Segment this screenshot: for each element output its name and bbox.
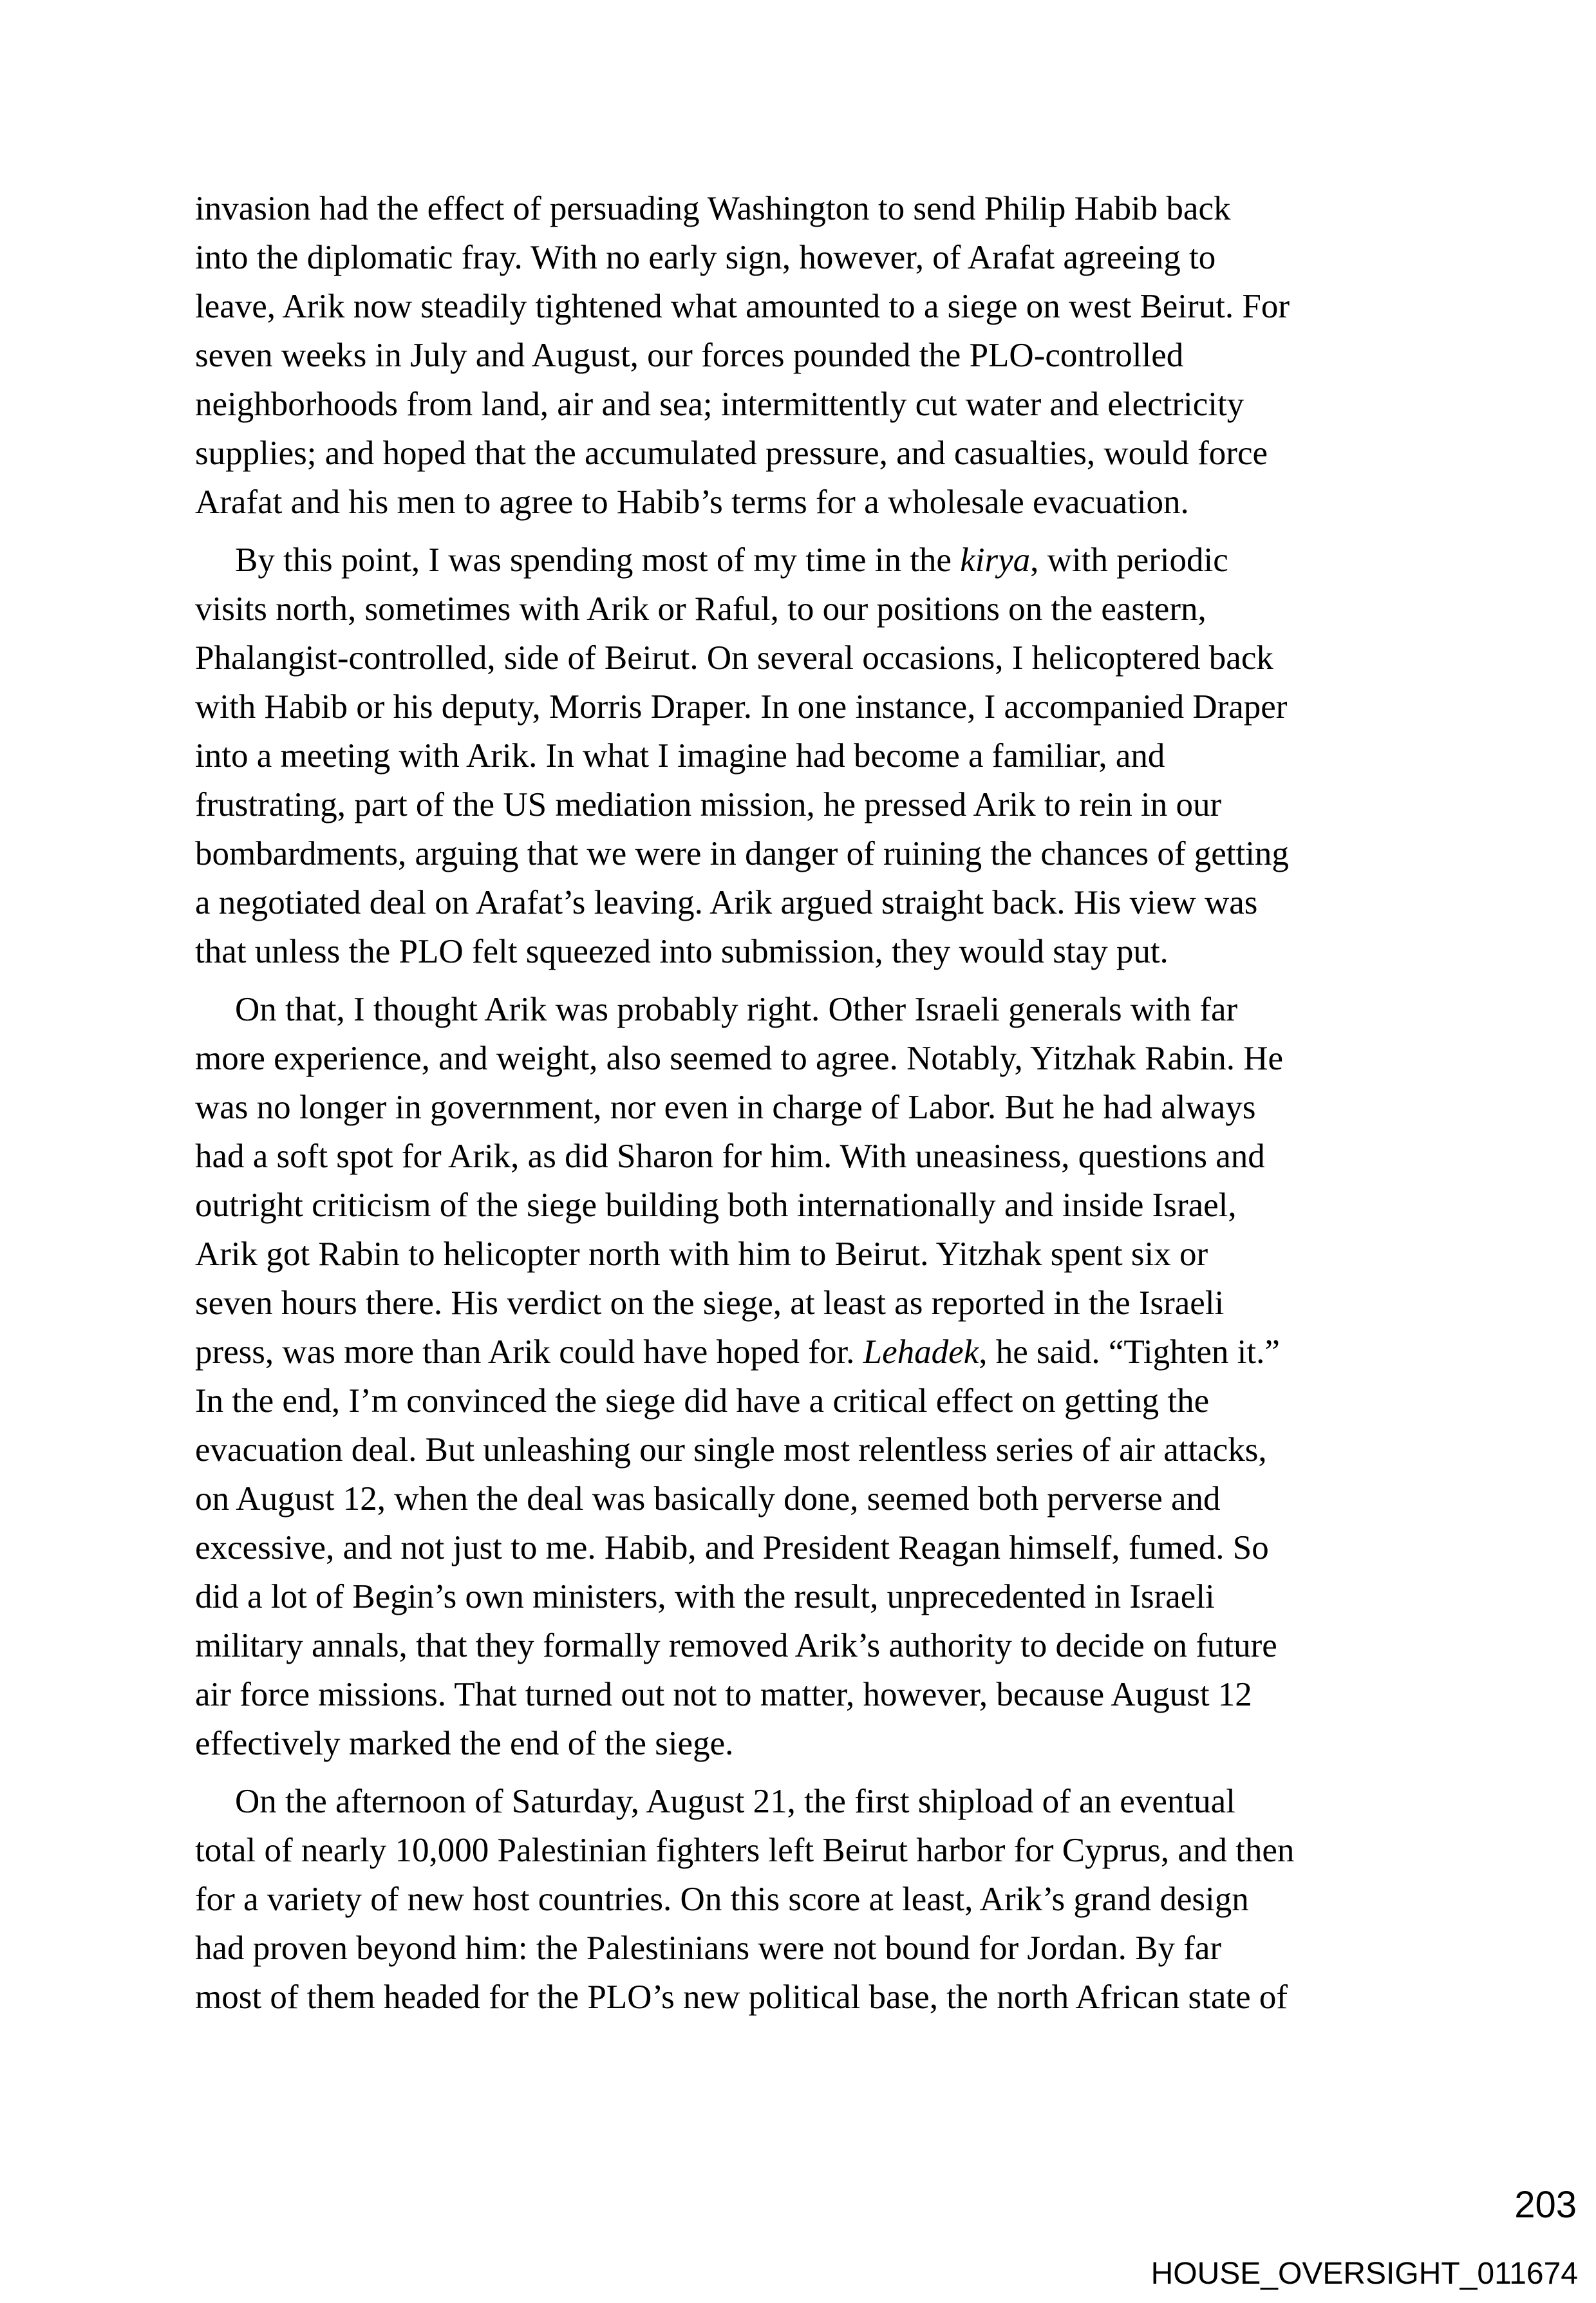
text-run: most of them headed for the PLO’s new political base, the north African state of xyxy=(195,1979,1288,2016)
text-line xyxy=(195,1777,1294,1826)
text-run: did a lot of Begin’s own ministers, with the result, unprecedented in Israeli xyxy=(195,1578,1215,1615)
text-run: military annals, that they formally removed Arik’s authority to decide on future xyxy=(195,1627,1277,1664)
bates-number: HOUSE_OVERSIGHT_011674 xyxy=(1150,2257,1578,2291)
text-run: on August 12, when the deal was basically done, seemed both perverse and xyxy=(195,1480,1221,1518)
italic-text-run: kirya xyxy=(960,541,1031,579)
text-line xyxy=(195,233,1294,282)
text-run: By this point, I was spending most of my time in the xyxy=(235,541,961,579)
text-run: Phalangist-controlled, side of Beirut. On several occasions, I helicoptered back xyxy=(195,639,1273,677)
text-run: total of nearly 10,000 Palestinian fighters left Beirut harbor for Cyprus, and then xyxy=(195,1832,1295,1869)
text-line xyxy=(195,536,1294,585)
text-run: excessive, and not just to me. Habib, and President Reagan himself, fumed. So xyxy=(195,1529,1269,1566)
text-line xyxy=(195,1132,1294,1181)
text-run: Arafat and his men to agree to Habib’s terms for a wholesale evacuation. xyxy=(195,484,1189,521)
text-line xyxy=(195,1279,1294,1328)
text-line xyxy=(195,985,1294,1034)
text-line xyxy=(195,927,1294,976)
text-run: for a variety of new host countries. On this score at least, Arik’s grand design xyxy=(195,1881,1249,1918)
text-run: press, was more than Arik could have hoped for. xyxy=(195,1333,863,1371)
text-line xyxy=(195,634,1294,682)
text-run: invasion had the effect of persuading Washington to send Philip Habib back xyxy=(195,190,1231,227)
text-line xyxy=(195,731,1294,780)
text-run: that unless the PLO felt squeezed into submission, they would stay put. xyxy=(195,933,1169,970)
italic-text-run: Lehadek xyxy=(863,1333,979,1371)
paragraph xyxy=(195,985,1294,1768)
text-run: had a soft spot for Arik, as did Sharon for him. With uneasiness, questions and xyxy=(195,1138,1265,1175)
text-run: , with periodic xyxy=(1030,541,1228,579)
text-run: leave, Arik now steadily tightened what amounted to a siege on west Beirut. For xyxy=(195,288,1290,325)
text-line xyxy=(195,1181,1294,1230)
text-run: bombardments, arguing that we were in danger of ruining the chances of getting xyxy=(195,835,1289,872)
text-line xyxy=(195,380,1294,429)
text-run: was no longer in government, nor even in charge of Labor. But he had always xyxy=(195,1089,1256,1126)
text-run: On the afternoon of Saturday, August 21, the first shipload of an eventual xyxy=(235,1783,1235,1820)
body-text xyxy=(195,184,1294,2031)
text-run: into the diplomatic fray. With no early sign, however, of Arafat agreeing to xyxy=(195,239,1216,276)
text-line xyxy=(195,1719,1294,1768)
text-line xyxy=(195,1924,1294,1973)
text-run: On that, I thought Arik was probably right. Other Israeli generals with far xyxy=(235,991,1238,1028)
text-run: frustrating, part of the US mediation mission, he pressed Arik to rein in our xyxy=(195,786,1222,823)
text-line xyxy=(195,1826,1294,1875)
text-line xyxy=(195,585,1294,634)
text-line xyxy=(195,780,1294,829)
text-line xyxy=(195,184,1294,233)
paragraph xyxy=(195,1777,1294,2022)
text-line xyxy=(195,1377,1294,1425)
paragraph xyxy=(195,184,1294,527)
text-line xyxy=(195,682,1294,731)
text-line xyxy=(195,429,1294,478)
text-run: had proven beyond him: the Palestinians were not bound for Jordan. By far xyxy=(195,1930,1222,1967)
text-run: neighborhoods from land, air and sea; intermittently cut water and electricity xyxy=(195,386,1244,423)
text-line xyxy=(195,829,1294,878)
text-line xyxy=(195,1034,1294,1083)
text-line xyxy=(195,282,1294,331)
text-run: supplies; and hoped that the accumulated pressure, and casualties, would force xyxy=(195,435,1268,472)
text-run: evacuation deal. But unleashing our single most relentless series of air attacks, xyxy=(195,1431,1267,1469)
text-line xyxy=(195,1523,1294,1572)
text-run: visits north, sometimes with Arik or Raful, to our positions on the eastern, xyxy=(195,590,1206,628)
text-run: outright criticism of the siege building both internationally and inside Israel, xyxy=(195,1187,1237,1224)
text-run: In the end, I’m convinced the siege did have a critical effect on getting the xyxy=(195,1382,1210,1420)
text-line xyxy=(195,1670,1294,1719)
text-line xyxy=(195,1328,1294,1377)
text-run: a negotiated deal on Arafat’s leaving. Arik argued straight back. His view was xyxy=(195,884,1258,921)
text-run: more experience, and weight, also seemed to agree. Notably, Yitzhak Rabin. He xyxy=(195,1040,1283,1077)
text-line xyxy=(195,1083,1294,1132)
text-line xyxy=(195,878,1294,927)
text-run: Arik got Rabin to helicopter north with him to Beirut. Yitzhak spent six or xyxy=(195,1236,1208,1273)
text-line xyxy=(195,1875,1294,1924)
text-run: effectively marked the end of the siege. xyxy=(195,1725,734,1762)
paragraph xyxy=(195,536,1294,976)
text-line xyxy=(195,1572,1294,1621)
text-line xyxy=(195,1621,1294,1670)
text-line xyxy=(195,331,1294,380)
text-run: seven hours there. His verdict on the siege, at least as reported in the Israeli xyxy=(195,1284,1225,1322)
text-line xyxy=(195,1425,1294,1474)
text-line xyxy=(195,1474,1294,1523)
text-line xyxy=(195,1230,1294,1279)
text-run: , he said. “Tighten it.” xyxy=(979,1333,1280,1371)
text-line xyxy=(195,1973,1294,2022)
text-run: into a meeting with Arik. In what I imagine had become a familiar, and xyxy=(195,737,1165,775)
text-line xyxy=(195,478,1294,527)
text-run: seven weeks in July and August, our forces pounded the PLO-controlled xyxy=(195,337,1184,374)
text-run: air force missions. That turned out not to matter, however, because August 12 xyxy=(195,1676,1252,1713)
page-number: 203 xyxy=(1514,2184,1577,2226)
text-run: with Habib or his deputy, Morris Draper. In one instance, I accompanied Draper xyxy=(195,688,1288,726)
